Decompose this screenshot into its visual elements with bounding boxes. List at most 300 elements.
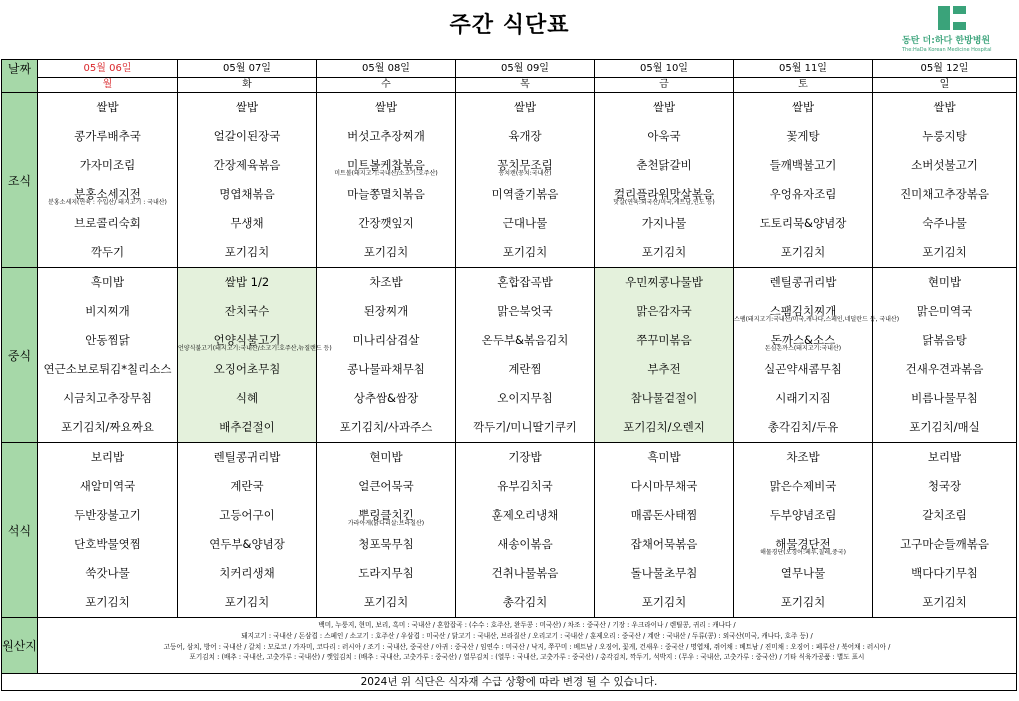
menu-item-name: 계란국 (230, 479, 264, 493)
menu-item (178, 122, 316, 151)
day-of-week: 월 (38, 77, 177, 92)
menu-item (317, 384, 455, 413)
menu-item-name: 쌀밥 (374, 100, 398, 114)
menu-item (38, 122, 177, 151)
menu-item (178, 180, 316, 209)
menu-item-name: 들깨백불고기 (769, 158, 837, 172)
day-header (456, 60, 595, 93)
menu-item-name: 현미밥 (369, 450, 403, 464)
menu-item (38, 209, 177, 238)
menu-item (734, 151, 872, 180)
day-of-week: 화 (178, 77, 316, 92)
menu-item-name: 언양식불고기 (213, 333, 281, 347)
origin-cell (38, 618, 1017, 674)
menu-item-name: 쌀밥 (235, 100, 259, 114)
menu-item (38, 355, 177, 384)
menu-item-name: 포기김치/매실 (909, 420, 980, 434)
menu-item (873, 413, 1016, 442)
menu-item (317, 326, 455, 355)
menu-item (595, 472, 733, 501)
menu-item (595, 355, 733, 384)
menu-item-name: 안동찜닭 (85, 333, 130, 347)
menu-item (595, 559, 733, 588)
menu-item-name: 포기김치 (780, 245, 826, 259)
menu-item (595, 180, 733, 209)
menu-item (873, 384, 1016, 413)
footer-row (2, 674, 1017, 691)
hospital-logo-icon (938, 6, 966, 30)
menu-item (38, 384, 177, 413)
date-row (2, 60, 1017, 93)
menu-item-name: 차조밥 (369, 275, 403, 289)
menu-item-name: 건새우견과볶음 (905, 362, 984, 376)
menu-item-name: 도토리묵&양념장 (759, 216, 847, 230)
menu-item (317, 268, 455, 297)
menu-item-name: 쌀밥 (933, 100, 956, 114)
menu-item (317, 472, 455, 501)
origin-label: 원산지 (2, 618, 38, 674)
origin-line: 백미, 누룽지, 현미, 보리, 흑미 : 국내산 / 혼합잡곡 : (수수 : 호주산, 완두콩 : 미국산) / 차조 : 중국산 / 기장 : 우크라이나 / 렌틸콩, 귀리 : 캐나다 / (318, 621, 736, 629)
breakfast-cell (178, 93, 317, 268)
menu-item-name: 포기김치 (224, 595, 270, 609)
menu-item-name: 쑥갓나물 (85, 566, 130, 580)
menu-item (38, 530, 177, 559)
lunch-cell (734, 268, 900, 443)
menu-item (873, 122, 1016, 151)
menu-item-origin-note: 돈심돈까스(돼지고기:국내산) (764, 345, 842, 352)
menu-item-name: 우민찌콩나물밥 (625, 275, 703, 289)
footer-notice: 2024년 위 식단은 식자재 수급 상황에 따라 변경 될 수 있습니다. (2, 674, 1017, 691)
dinner-cell (456, 443, 595, 618)
menu-item-name: 참나물겉절이 (630, 391, 698, 405)
menu-item (595, 530, 733, 559)
menu-item-name: 꽃게탕 (786, 129, 820, 143)
menu-item-name: 숙주나물 (922, 216, 967, 230)
menu-item (178, 209, 316, 238)
menu-item (734, 530, 872, 559)
menu-item (734, 413, 872, 442)
menu-item-name: 쌀밥 (513, 100, 537, 114)
menu-item (38, 93, 177, 122)
menu-item (595, 501, 733, 530)
menu-item (178, 559, 316, 588)
breakfast-cell (38, 93, 178, 268)
menu-item (456, 93, 594, 122)
menu-item (734, 180, 872, 209)
day-header (38, 60, 178, 93)
menu-item-name: 돌나물초무침 (630, 566, 698, 580)
menu-item-name: 비지찌개 (85, 304, 130, 318)
menu-item-name: 갈치조림 (922, 508, 967, 522)
menu-item (38, 413, 177, 442)
menu-item (178, 326, 332, 355)
breakfast-cell (456, 93, 595, 268)
menu-item-name: 열무나물 (780, 566, 826, 580)
day-of-week: 토 (734, 77, 872, 92)
menu-item (456, 326, 594, 355)
menu-item (734, 472, 872, 501)
weekly-menu-table (1, 59, 1017, 691)
menu-item-origin-note: 언양식불고기(돼지고기:국내산/소고기:호주산,뉴질랜드 등) (178, 345, 332, 352)
menu-item-name: 깍두기/미니딸기쿠키 (473, 420, 577, 434)
menu-item-name: 포기김치 (363, 595, 409, 609)
menu-item-origin-note: 해물경단(오징어:페루,칠레,중국) (760, 549, 846, 556)
menu-item-name: 쌀밥 (791, 100, 815, 114)
menu-item-name: 비름나물무침 (911, 391, 978, 405)
menu-item-name: 실곤약새콤무침 (764, 362, 842, 376)
menu-item-name: 두부양념조림 (769, 508, 837, 522)
menu-item (595, 93, 733, 122)
menu-item (317, 355, 455, 384)
menu-item-name: 배추겉절이 (219, 420, 275, 434)
breakfast-label: 조식 (2, 93, 38, 268)
menu-item (456, 588, 594, 617)
menu-item-name: 쌀밥 1/2 (224, 275, 270, 289)
menu-item (595, 268, 733, 297)
menu-item-name: 꽁치무조림 (497, 158, 553, 172)
menu-item (595, 209, 733, 238)
menu-item (456, 559, 594, 588)
menu-item-name: 훈제오리냉채 (491, 508, 559, 522)
menu-item (873, 472, 1016, 501)
menu-item-name: 매콤돈사태찜 (630, 508, 698, 522)
day-of-week: 목 (456, 77, 594, 92)
menu-item-name: 도라지무침 (358, 566, 414, 580)
hospital-subtitle: The:HaDa Korean Medicine Hospital (902, 47, 992, 53)
menu-item-name: 해물경단전 (775, 537, 831, 551)
menu-item (38, 268, 177, 297)
menu-item-name: 돈까스&소스 (770, 333, 836, 347)
menu-item (873, 443, 1016, 472)
menu-item-name: 포기김치/짜요짜요 (61, 420, 154, 434)
dinner-label: 석식 (2, 443, 38, 618)
menu-item-name: 닭볶음탕 (922, 333, 967, 347)
menu-item (317, 501, 455, 530)
menu-item-name: 근대나물 (502, 216, 548, 230)
day-date: 05월 06일 (83, 63, 132, 74)
menu-item (734, 588, 872, 617)
menu-item-name: 렌틸콩귀리밥 (769, 275, 837, 289)
day-date: 05월 07일 (223, 63, 271, 74)
menu-item-name: 뿌링클치킨 (358, 508, 414, 522)
menu-item (317, 151, 455, 180)
menu-item-name: 맑은미역국 (916, 304, 973, 318)
day-header (595, 60, 734, 93)
origin-line: 돼지고기 : 국내산 / 돈삼겹 : 스페인 / 소고기 : 호주산 / 우삼겹 : 미국산 / 닭고기 : 국내산, 브라질산 / 오리고기 : 국내산 / 훈제오리 : 중국산 / 계란 : 국내산 / 두류(콩) : 외국산(미국, 캐나다, 호주 등) / (241, 631, 813, 640)
menu-item-name: 오징어초무침 (213, 362, 281, 376)
menu-item-name: 간장제육볶음 (213, 158, 281, 172)
menu-item (317, 588, 455, 617)
menu-item (595, 122, 733, 151)
menu-item-name: 소버섯불고기 (911, 158, 978, 172)
menu-item (178, 355, 316, 384)
menu-item (873, 238, 1016, 267)
menu-item (178, 93, 316, 122)
day-date: 05월 08일 (362, 63, 410, 74)
menu-item-name: 잡채어묵볶음 (630, 537, 698, 551)
dinner-cell (873, 443, 1017, 618)
breakfast-cell (595, 93, 734, 268)
menu-item (38, 472, 177, 501)
menu-item-name: 우엉유자조림 (769, 187, 837, 201)
menu-item-name: 브로콜리숙회 (74, 216, 141, 230)
menu-item (734, 297, 900, 326)
dinner-cell (178, 443, 317, 618)
menu-item (595, 413, 733, 442)
menu-item (178, 443, 316, 472)
menu-item-name: 미트볼케찹볶음 (347, 158, 425, 172)
day-of-week: 금 (595, 77, 733, 92)
menu-item (38, 297, 177, 326)
menu-item (734, 501, 872, 530)
menu-item (595, 297, 733, 326)
menu-item (317, 180, 455, 209)
day-date: 05월 09일 (501, 63, 549, 74)
menu-item-name: 렌틸콩귀리밥 (213, 450, 281, 464)
menu-item-origin-note: 분홍소세지(연육 : 수입산/ 돼지고기 : 국내산) (48, 199, 167, 206)
menu-item-name: 식혜 (235, 391, 259, 405)
menu-item (456, 355, 594, 384)
day-date: 05월 12일 (920, 63, 969, 74)
menu-item-name: 누룽지탕 (922, 129, 967, 143)
menu-item-name: 포기김치/사과주스 (339, 420, 433, 434)
menu-item (873, 151, 1016, 180)
lunch-cell (38, 268, 178, 443)
menu-item-name: 컬리플라워맛살볶음 (614, 187, 714, 201)
menu-item-name: 포기김치 (922, 245, 967, 259)
menu-item-name: 다시마무채국 (630, 479, 698, 493)
menu-item (178, 384, 316, 413)
menu-item (456, 297, 594, 326)
menu-item-name: 마늘쫑멸치볶음 (347, 187, 425, 201)
menu-item (178, 268, 316, 297)
menu-item (734, 326, 872, 355)
menu-item (873, 180, 1016, 209)
menu-item (38, 559, 177, 588)
menu-item-name: 흑미밥 (90, 275, 125, 289)
day-of-week: 일 (873, 77, 1016, 92)
breakfast-cell (317, 93, 456, 268)
menu-item (317, 93, 455, 122)
menu-item-name: 포기김치 (922, 595, 967, 609)
menu-item (38, 151, 177, 180)
menu-item (734, 268, 872, 297)
menu-item-name: 새송이볶음 (497, 537, 553, 551)
menu-item-name: 맑은수제비국 (769, 479, 837, 493)
breakfast-cell (734, 93, 873, 268)
menu-item-name: 연근소보로튀김*칠리소스 (43, 362, 172, 376)
menu-item-name: 분홍소세지전 (74, 187, 141, 201)
menu-item-name: 콩가루배추국 (74, 129, 141, 143)
menu-item-name: 온두부&볶음김치 (481, 333, 569, 347)
menu-item-name: 새알미역국 (79, 479, 136, 493)
menu-item-name: 깍두기 (90, 245, 125, 259)
menu-item-name: 부추전 (647, 362, 681, 376)
menu-item (595, 326, 733, 355)
menu-item (317, 530, 455, 559)
menu-item-name: 고등어구이 (219, 508, 275, 522)
menu-item (38, 443, 177, 472)
menu-item-name: 포기김치/오렌지 (623, 420, 705, 434)
menu-item-name: 청포묵무침 (358, 537, 414, 551)
dinner-cell (317, 443, 456, 618)
dinner-row (2, 443, 1017, 618)
lunch-cell (178, 268, 332, 443)
menu-item (456, 501, 594, 530)
menu-item-name: 상추쌈&쌈장 (353, 391, 419, 405)
menu-item (734, 122, 872, 151)
menu-item (38, 326, 177, 355)
day-header (873, 60, 1017, 93)
menu-item (873, 268, 1016, 297)
menu-item (873, 93, 1016, 122)
menu-item-name: 맑은북엇국 (497, 304, 553, 318)
breakfast-cell (873, 93, 1017, 268)
menu-item (873, 209, 1016, 238)
lunch-cell (456, 268, 595, 443)
menu-item (734, 209, 872, 238)
menu-item (456, 209, 594, 238)
menu-item-name: 육개장 (508, 129, 542, 143)
day-header (317, 60, 456, 93)
menu-item-name: 두반장불고기 (74, 508, 141, 522)
lunch-cell (595, 268, 734, 443)
menu-item-name: 가자미조림 (79, 158, 136, 172)
menu-item (873, 501, 1016, 530)
menu-item (178, 530, 316, 559)
dinner-cell (595, 443, 734, 618)
menu-item (178, 472, 316, 501)
menu-item (456, 530, 594, 559)
menu-item-name: 포기김치 (502, 245, 548, 259)
menu-item-name: 총각김치/두유 (767, 420, 839, 434)
menu-item-name: 간장깻잎지 (358, 216, 414, 230)
dinner-cell (38, 443, 178, 618)
menu-item (734, 93, 872, 122)
day-header (734, 60, 873, 93)
menu-item-name: 보리밥 (927, 450, 962, 464)
menu-item-name: 포기김치 (641, 595, 687, 609)
day-header (178, 60, 317, 93)
menu-item-name: 차조밥 (786, 450, 820, 464)
menu-item (734, 559, 872, 588)
menu-item-origin-note: 미트볼(돼지고기:국내산/소고기:호주산) (334, 170, 438, 177)
menu-item-name: 포기김치 (641, 245, 687, 259)
menu-item (873, 559, 1016, 588)
menu-item (178, 151, 316, 180)
lunch-cell (317, 268, 456, 443)
menu-item-origin-note: 스팸(돼지고기:국내산/미국,캐나다,스페인,네덜란드 등, 국내산) (734, 316, 900, 323)
menu-item-name: 쭈꾸미볶음 (636, 333, 692, 347)
menu-item-name: 보리밥 (90, 450, 125, 464)
menu-item-name: 유부김치국 (497, 479, 553, 493)
menu-item (456, 472, 594, 501)
breakfast-row (2, 93, 1017, 268)
menu-item (38, 180, 177, 209)
menu-item (317, 209, 455, 238)
menu-item-name: 콩나물파채무침 (347, 362, 425, 376)
menu-item-origin-note: 맛살(연육:외국산/미국,캐트남,인도 등) (613, 199, 715, 206)
menu-item-origin-note: 꽁치캔(꽁치:국내산) (498, 170, 552, 177)
day-of-week: 수 (317, 77, 455, 92)
menu-item (38, 238, 177, 267)
menu-item-name: 치커리생채 (219, 566, 275, 580)
menu-item-name: 혼합잡곡밥 (497, 275, 553, 289)
menu-item (178, 413, 316, 442)
menu-item (734, 384, 872, 413)
menu-item (873, 355, 1016, 384)
menu-item-name: 미역줄기볶음 (491, 187, 559, 201)
menu-item (734, 443, 872, 472)
menu-item-name: 백다다기무침 (911, 566, 978, 580)
menu-item (456, 268, 594, 297)
page-title: 주간 식단표 (449, 13, 570, 38)
menu-item-name: 계란찜 (508, 362, 542, 376)
menu-item-name: 건취나물볶음 (491, 566, 559, 580)
menu-item-name: 단호박물엿찜 (74, 537, 141, 551)
menu-item-name: 고구마순들깨볶음 (900, 537, 989, 551)
lunch-label: 중식 (2, 268, 38, 443)
menu-item (317, 559, 455, 588)
menu-item-name: 흑미밥 (647, 450, 681, 464)
origin-line: 고등어, 삼치, 방어 : 국내산 / 갈치 : 모로코 / 가자미, 코다리 : 러시아 / 조기 : 국내산, 중국산 / 아귀 : 중국산 / 임연수 : 미국산 / 낙지, 쭈꾸미 : 베트남 / 오징어, 꽃게, 건새우 : 중국산 / 명엽채, 쥐어채 : 베트남 / 진미채 : 오징어 : 페루산 / 북어채 : 러시아 / (163, 642, 891, 651)
menu-item-name: 무생채 (230, 216, 264, 230)
lunch-row (2, 268, 1017, 443)
dinner-cell (734, 443, 873, 618)
menu-item-name: 가지나물 (641, 216, 687, 230)
menu-item-name: 총각김치 (502, 595, 548, 609)
menu-item-name: 잔치국수 (224, 304, 270, 318)
menu-item-name: 기장밥 (508, 450, 542, 464)
menu-item-name: 맑은감자국 (636, 304, 692, 318)
menu-item-name: 얼갈이된장국 (213, 129, 281, 143)
menu-item (317, 443, 455, 472)
menu-item (178, 238, 316, 267)
menu-item (873, 326, 1016, 355)
menu-item (178, 588, 316, 617)
menu-item-name: 쌀밥 (96, 100, 119, 114)
menu-item-name: 된장찌개 (363, 304, 409, 318)
menu-item-name: 쌀밥 (652, 100, 676, 114)
menu-item-name: 아욱국 (647, 129, 681, 143)
menu-item (456, 413, 594, 442)
origin-line: 포기김치 : (배추 : 국내산, 고춧가루 : 국내산) / 깻잎김치 : (배추 : 국내산, 고춧가루 : 중국산) / 열무김치 : (열무 : 국내산, 고춧가루 : 중국산) / 총각김치, 깍두기, 석박지 : (무우 : 국내산, 고춧가루 : 중국산) / 기타 식육가공품 : 별도 표시 (189, 653, 865, 662)
menu-item (38, 501, 177, 530)
menu-item (456, 443, 594, 472)
menu-item-name: 얼큰어묵국 (358, 479, 414, 493)
menu-item (456, 151, 594, 180)
menu-item-name: 연두부&양념장 (209, 537, 285, 551)
menu-item (317, 297, 455, 326)
origin-text (38, 618, 1016, 663)
menu-item-name: 미나리삼겹살 (352, 333, 420, 347)
menu-item (595, 588, 733, 617)
menu-item-name: 포기김치 (224, 245, 270, 259)
origin-row (2, 618, 1017, 674)
menu-item (873, 588, 1016, 617)
menu-item (595, 151, 733, 180)
menu-item (456, 238, 594, 267)
menu-item (178, 501, 316, 530)
menu-item-name: 시래기지짐 (775, 391, 831, 405)
lunch-cell (873, 268, 1017, 443)
menu-item-name: 청국장 (927, 479, 962, 493)
menu-item (734, 355, 872, 384)
menu-item (873, 530, 1016, 559)
menu-item (317, 122, 455, 151)
menu-item (317, 413, 455, 442)
menu-item-name: 포기김치 (85, 595, 130, 609)
